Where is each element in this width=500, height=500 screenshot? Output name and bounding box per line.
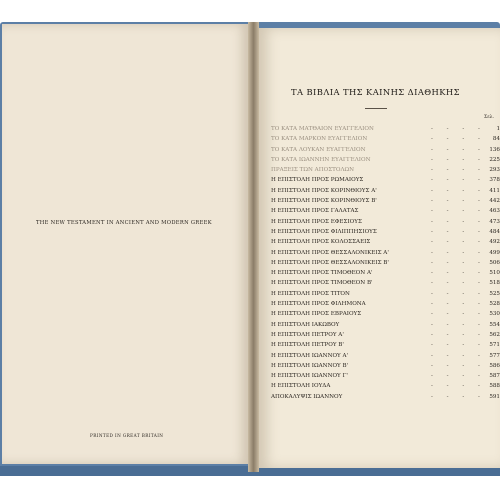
- contents-row: [271, 392, 500, 402]
- page-number: 525: [489, 290, 500, 297]
- book-name: Η ΕΠΙΣΤΟΛΗ ΠΡΟΣ ΕΦΕΣΙΟΥΣ: [271, 218, 362, 225]
- book-name: Η ΕΠΙΣΤΟΛΗ ΠΡΟΣ ΘΕΣΣΑΛΟΝΙΚΕΙΣ Β': [271, 259, 389, 266]
- page-number: 84: [492, 136, 500, 143]
- page-number: 586: [489, 362, 500, 369]
- left-page: [2, 24, 248, 464]
- book-name: Η ΕΠΙΣΤΟΛΗ ΙΟΥΔΑ: [271, 383, 331, 390]
- dot-leader: - - - -: [431, 167, 486, 174]
- page-number: 571: [489, 342, 500, 349]
- contents-row: [271, 320, 500, 330]
- page-number: 293: [489, 167, 500, 174]
- book-name: Η ΕΠΙΣΤΟΛΗ ΠΡΟΣ ΓΑΛΑΤΑΣ: [271, 208, 359, 215]
- dot-leader: - - - -: [431, 228, 486, 235]
- contents-title: ΤΑ ΒΙΒΛΙΑ ΤΗΣ ΚΑΙΝΗΣ ΔΙΑΘΗΚΗΣ: [291, 87, 460, 97]
- book-name: Η ΕΠΙΣΤΟΛΗ ΠΡΟΣ ΡΩΜΑΙΟΥΣ: [271, 177, 364, 184]
- page-number: 499: [489, 249, 500, 256]
- dot-leader: - - - -: [431, 311, 486, 318]
- contents-row: [271, 309, 500, 319]
- dot-leader: - - - -: [431, 146, 486, 153]
- dot-leader: - - - -: [431, 301, 486, 308]
- contents-row: [271, 134, 500, 144]
- page-number: 554: [489, 321, 500, 328]
- dot-leader: - - - -: [431, 321, 486, 328]
- contents-row: [271, 371, 500, 381]
- book-name: ΤΟ ΚΑΤΑ ΙΩΑΝΝΗΝ ΕΥΑΓΓΕΛΙΟΝ: [271, 156, 371, 163]
- contents-row: [271, 186, 500, 196]
- contents-row: [271, 217, 500, 227]
- dot-leader: - - - -: [431, 136, 486, 143]
- page-number: 588: [489, 383, 500, 390]
- contents-row: [271, 361, 500, 371]
- dot-leader: - - - -: [431, 342, 486, 349]
- dot-leader: - - - -: [431, 126, 486, 132]
- book-name: Η ΕΠΙΣΤΟΛΗ ΙΩΑΝΝΟΥ Β': [271, 362, 349, 369]
- book-name: ΑΠΟΚΑΛΥΨΙΣ ΙΩΑΝΝΟΥ: [271, 393, 343, 400]
- book-name: Η ΕΠΙΣΤΟΛΗ ΠΡΟΣ ΘΕΣΣΑΛΟΝΙΚΕΙΣ Α': [271, 249, 389, 256]
- dot-leader: - - - -: [431, 198, 486, 205]
- book-name: ΤΟ ΚΑΤΑ ΜΑΡΚΟΝ ΕΥΑΓΓΕΛΙΟΝ: [271, 136, 368, 143]
- page-number: 591: [489, 393, 500, 400]
- page-number: 577: [489, 352, 500, 359]
- contents-row: [271, 268, 500, 278]
- page-number: 136: [489, 146, 500, 153]
- dot-leader: - - - -: [431, 259, 486, 266]
- dot-leader: - - - -: [431, 280, 486, 287]
- page-number: 484: [489, 228, 500, 235]
- dot-leader: - - - -: [431, 218, 486, 225]
- book-name: Η ΕΠΙΣΤΟΛΗ ΠΡΟΣ ΤΙΤΟΝ: [271, 290, 350, 297]
- dot-leader: - - - -: [431, 249, 486, 256]
- page-number: 518: [489, 280, 500, 287]
- contents-row: [271, 258, 500, 268]
- contents-row: [271, 237, 500, 247]
- dot-leader: - - - -: [431, 352, 486, 359]
- contents-row: [271, 299, 500, 309]
- page-number: 530: [489, 311, 500, 318]
- book-name: Η ΕΠΙΣΤΟΛΗ ΠΡΟΣ ΤΙΜΟΘΕΟΝ Β': [271, 280, 373, 287]
- book-gutter: [248, 22, 259, 472]
- book-name: Η ΕΠΙΣΤΟΛΗ ΠΡΟΣ ΚΟΛΟΣΣΑΕΙΣ: [271, 239, 371, 246]
- contents-row: [271, 278, 500, 288]
- page-number: 510: [489, 270, 500, 277]
- dot-leader: - - - -: [431, 362, 486, 369]
- dot-leader: - - - -: [431, 156, 486, 163]
- dot-leader: - - - -: [431, 208, 486, 215]
- contents-row: [271, 381, 500, 391]
- book-name: ΠΡΑΞΕΙΣ ΤΩΝ ΑΠΟΣΤΟΛΩΝ: [271, 167, 355, 174]
- page-number: 225: [489, 156, 500, 163]
- contents-row: [271, 227, 500, 237]
- page-number: 506: [489, 259, 500, 266]
- page-number: 378: [489, 177, 500, 184]
- dot-leader: - - - -: [431, 331, 486, 338]
- page-number: 528: [489, 301, 500, 308]
- contents-row: [271, 206, 500, 216]
- page-column-header: Σελ.: [484, 115, 494, 120]
- dot-leader: - - - -: [431, 393, 486, 400]
- dot-leader: - - - -: [431, 187, 486, 194]
- contents-row: [271, 196, 500, 206]
- page-number: 411: [489, 187, 500, 194]
- book-name: Η ΕΠΙΣΤΟΛΗ ΠΡΟΣ ΚΟΡΙΝΘΙΟΥΣ Α': [271, 187, 377, 194]
- dot-leader: - - - -: [431, 373, 486, 380]
- page-number: 587: [489, 373, 500, 380]
- title-rule: [365, 108, 387, 109]
- contents-row: [271, 124, 500, 134]
- contents-row: [271, 165, 500, 175]
- dot-leader: - - - -: [431, 270, 486, 277]
- book-name: Η ΕΠΙΣΤΟΛΗ ΠΕΤΡΟΥ Α': [271, 331, 344, 338]
- book-name: Η ΕΠΙΣΤΟΛΗ ΠΡΟΣ ΕΒΡΑΙΟΥΣ: [271, 311, 362, 318]
- contents-row: [271, 330, 500, 340]
- dot-leader: - - - -: [431, 177, 486, 184]
- book-name: ΤΟ ΚΑΤΑ ΜΑΤΘΑΙΟΝ ΕΥΑΓΓΕΛΙΟΝ: [271, 126, 374, 132]
- contents-list: [271, 124, 500, 402]
- book-name: Η ΕΠΙΣΤΟΛΗ ΠΡΟΣ ΤΙΜΟΘΕΟΝ Α': [271, 270, 373, 277]
- contents-row: [271, 175, 500, 185]
- book-name: Η ΕΠΙΣΤΟΛΗ ΙΩΑΝΝΟΥ Α': [271, 352, 349, 359]
- contents-row: [271, 145, 500, 155]
- dot-leader: - - - -: [431, 239, 486, 246]
- book-name: Η ΕΠΙΣΤΟΛΗ ΠΡΟΣ ΦΙΛΙΠΠΗΣΙΟΥΣ: [271, 228, 377, 235]
- page-number: 442: [489, 198, 500, 205]
- page-number: 463: [489, 208, 500, 215]
- book-name: ΤΟ ΚΑΤΑ ΛΟΥΚΑΝ ΕΥΑΓΓΕΛΙΟΝ: [271, 146, 366, 153]
- book-name: Η ΕΠΙΣΤΟΛΗ ΙΩΑΝΝΟΥ Γ': [271, 373, 348, 380]
- contents-row: [271, 289, 500, 299]
- page-number: 562: [489, 331, 500, 338]
- dot-leader: - - - -: [431, 383, 486, 390]
- contents-row: [271, 351, 500, 361]
- page-number: 473: [489, 218, 500, 225]
- page-number: 1: [496, 126, 500, 132]
- contents-row: [271, 155, 500, 165]
- page-number: 492: [489, 239, 500, 246]
- book-name: Η ΕΠΙΣΤΟΛΗ ΠΡΟΣ ΚΟΡΙΝΘΙΟΥΣ Β': [271, 198, 377, 205]
- book-name: Η ΕΠΙΣΤΟΛΗ ΠΕΤΡΟΥ Β': [271, 342, 344, 349]
- contents-row: [271, 340, 500, 350]
- dot-leader: - - - -: [431, 290, 486, 297]
- left-page-footer: PRINTED IN GREAT BRITAIN: [90, 433, 164, 438]
- book-name: Η ΕΠΙΣΤΟΛΗ ΠΡΟΣ ΦΙΛΗΜΟΝΑ: [271, 301, 366, 308]
- contents-row: [271, 248, 500, 258]
- left-page-title: THE NEW TESTAMENT IN ANCIENT AND MODERN GREEK: [36, 220, 212, 226]
- book-name: Η ΕΠΙΣΤΟΛΗ ΙΑΚΩΒΟΥ: [271, 321, 340, 328]
